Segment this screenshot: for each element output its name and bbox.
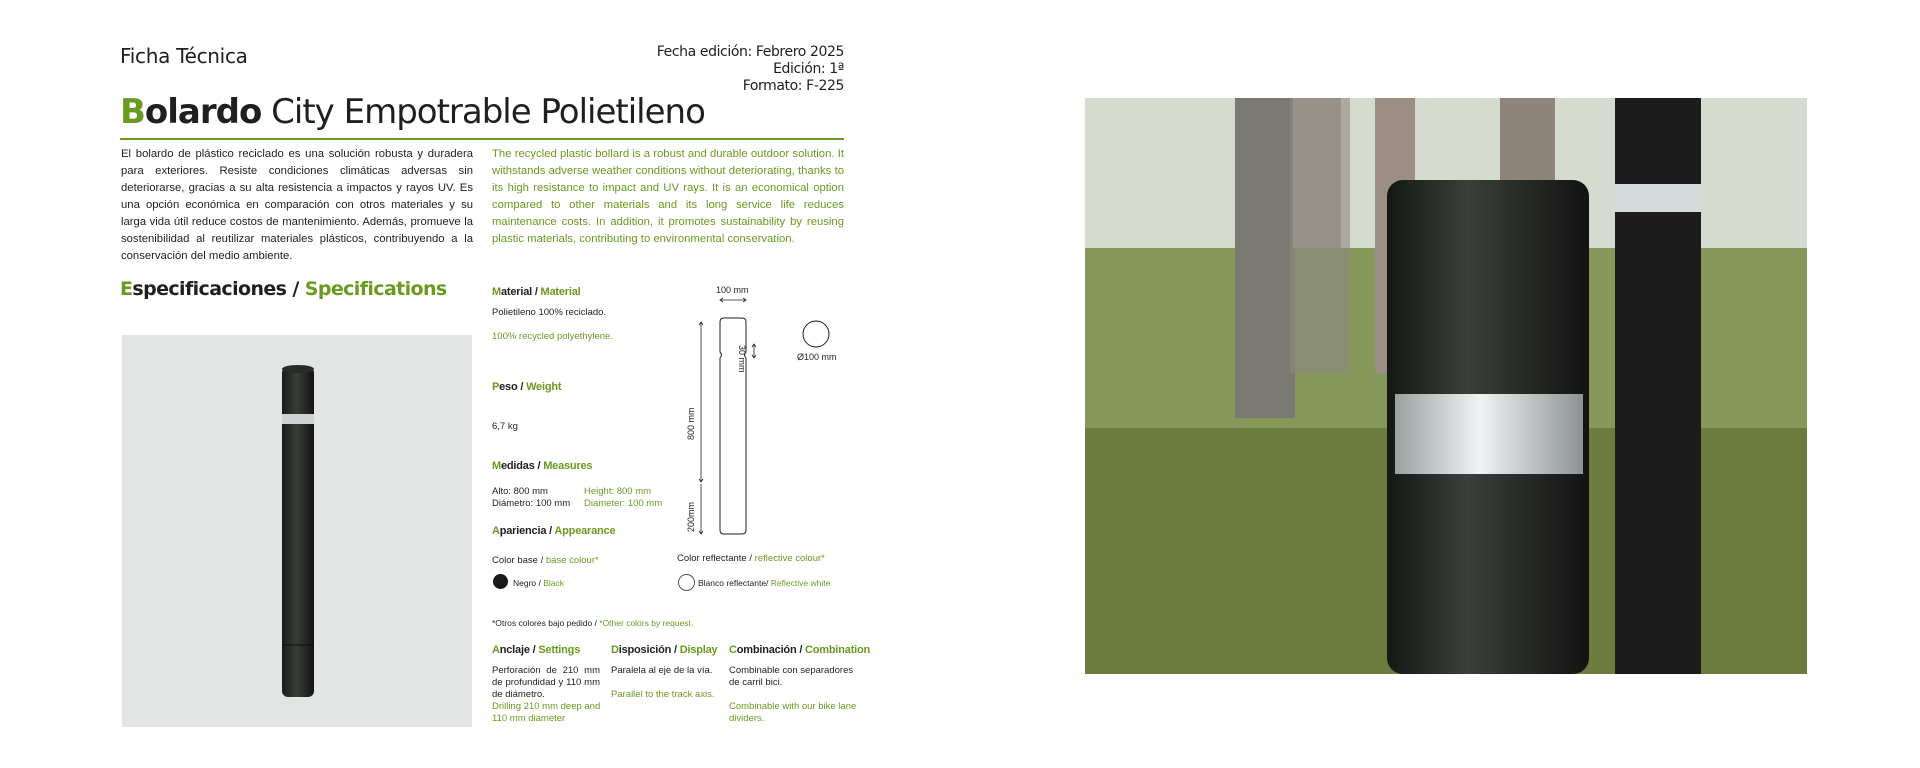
anchoring-title-es: nclaje / (499, 644, 539, 656)
reflective-colour-label (677, 553, 825, 565)
base-colour-label (492, 555, 599, 567)
lifestyle-photo (1085, 98, 1807, 674)
measures-title: Medidas / Measures (492, 460, 593, 472)
embed-dimension-label: 200mm (686, 501, 696, 532)
base-colour-value-es: Negro / (513, 578, 544, 588)
title-divider (120, 138, 844, 140)
width-dimension-label: 100 mm (716, 285, 749, 295)
specifications-heading-en: Specifications (304, 278, 447, 300)
reflective-colour-label-es: Color reflectante / (677, 553, 755, 564)
appearance-title: Apariencia / Appearance (492, 525, 616, 537)
appearance-title-es: pariencia / (499, 525, 555, 537)
material-title-en: Material (540, 286, 581, 298)
combination-title-es: ombinación / (736, 644, 806, 656)
disposition-text-es: Paralela al eje de la vía. (611, 665, 713, 676)
height-dimension-label: 800 mm (686, 407, 696, 440)
material-title-es: aterial / (500, 286, 541, 298)
anchoring-title: Anclaje / Settings (492, 644, 581, 656)
bollard-illustration (122, 335, 472, 727)
specifications-heading: Especificaciones / Specifications (120, 278, 447, 300)
combination-text-en: Combinable with our bike lane dividers. (729, 701, 857, 724)
reflective-colour-value-en: Reflective white (770, 578, 831, 588)
title-strong-rest: olardo (144, 92, 262, 132)
reflective-colour-label-en: reflective colour* (754, 553, 825, 564)
appearance-title-en: Appearance (554, 525, 616, 537)
reflective-colour-value-es: Blanco reflectante/ (698, 578, 771, 588)
technical-drawing (680, 282, 880, 542)
description-en: The recycled plastic bollard is a robust and durable outdoor solution. It withstands adverse weather conditions without deteriorating, thanks to its high resistance to impact and UV rays. It is an economical option compared to other materials and its long service life reduces maintenance costs. In addition, it promotes sustainability by reusing plastic materials, contributing to environmental conservation. (492, 148, 844, 245)
base-colour-label-es: Color base / (492, 555, 546, 566)
base-colour-swatch (493, 574, 508, 589)
disposition-title-es: isposición / (618, 644, 680, 656)
product-photo (122, 335, 472, 727)
measures-title-es: edidas / (500, 460, 544, 472)
weight-title: Peso / Weight (492, 381, 562, 393)
title-rest: City Empotrable Polietileno (261, 92, 705, 132)
colour-note (492, 617, 693, 629)
title-strong: Bolardo (120, 92, 262, 132)
disposition-title: Disposición / Display (611, 644, 718, 656)
disposition-text-en: Parallel to the track axis. (611, 689, 715, 700)
specifications-heading-es: specificaciones / (132, 278, 305, 300)
groove-dimension-label: 30 mm (737, 345, 747, 373)
reflective-colour-value (698, 577, 830, 589)
colour-note-en: *Other colors by request. (599, 618, 694, 628)
colour-note-es: *Otros colores bajo pedido / (492, 618, 600, 628)
anchoring-title-en: Settings (538, 644, 581, 656)
base-colour-value-en: Black (543, 578, 565, 588)
diameter-es: Diámetro: 100 mm (492, 498, 571, 509)
height-es: Alto: 800 mm (492, 486, 548, 497)
measures-en (584, 486, 662, 510)
edition-date: Fecha edición: Febrero 2025 (656, 44, 844, 60)
material-title: Material / Material (492, 286, 581, 298)
document-label: Ficha Técnica (120, 44, 248, 68)
height-en: Height: 800 mm (584, 486, 652, 497)
edition-info (657, 44, 844, 95)
anchoring-text-en: Drilling 210 mm deep and 110 mm diameter (492, 701, 601, 724)
disposition-title-en: Display (679, 644, 718, 656)
format-code: Formato: F-225 (742, 78, 844, 94)
park-scene-illustration (1085, 98, 1807, 674)
material-value-en: 100% recycled polyethylene. (492, 331, 613, 342)
page-title (120, 92, 705, 132)
edition-number: Edición: 1ª (773, 61, 844, 77)
weight-value: 6,7 kg (492, 421, 518, 432)
reflective-colour-swatch (678, 574, 695, 591)
combination-title-en: Combination (805, 644, 871, 656)
material-value-es: Polietileno 100% reciclado. (492, 307, 607, 318)
weight-title-es: eso / (499, 381, 527, 393)
combination-title: Combinación / Combination (729, 644, 871, 656)
measures-title-en: Measures (543, 460, 593, 472)
base-colour-value (513, 577, 564, 589)
base-colour-label-en: base colour* (545, 555, 599, 566)
anchoring-text-es: Perforación de 210 mm de profundidad y 110 mm de diámetro. (492, 665, 600, 700)
weight-title-en: Weight (526, 381, 562, 393)
diameter-label: Ø100 mm (797, 352, 837, 362)
description-es: El bolardo de plástico reciclado es una solución robusta y duradera para exteriores. Resiste condiciones climáticas adversas sin deteriorarse, gracias a su alta resistencia a impactos y rayos UV. Es una opción económica en comparación con otros materiales y su larga vida útil reduce costos de mantenimiento. Además, promueve la sostenibilidad al reutilizar materiales plásticos, contribuyendo a la conservación del medio ambiente. (121, 148, 473, 262)
combination-text-es: Combinable con separadores de carril bici. (729, 665, 854, 688)
measures-es (492, 486, 570, 510)
diameter-en: Diameter: 100 mm (584, 498, 663, 509)
